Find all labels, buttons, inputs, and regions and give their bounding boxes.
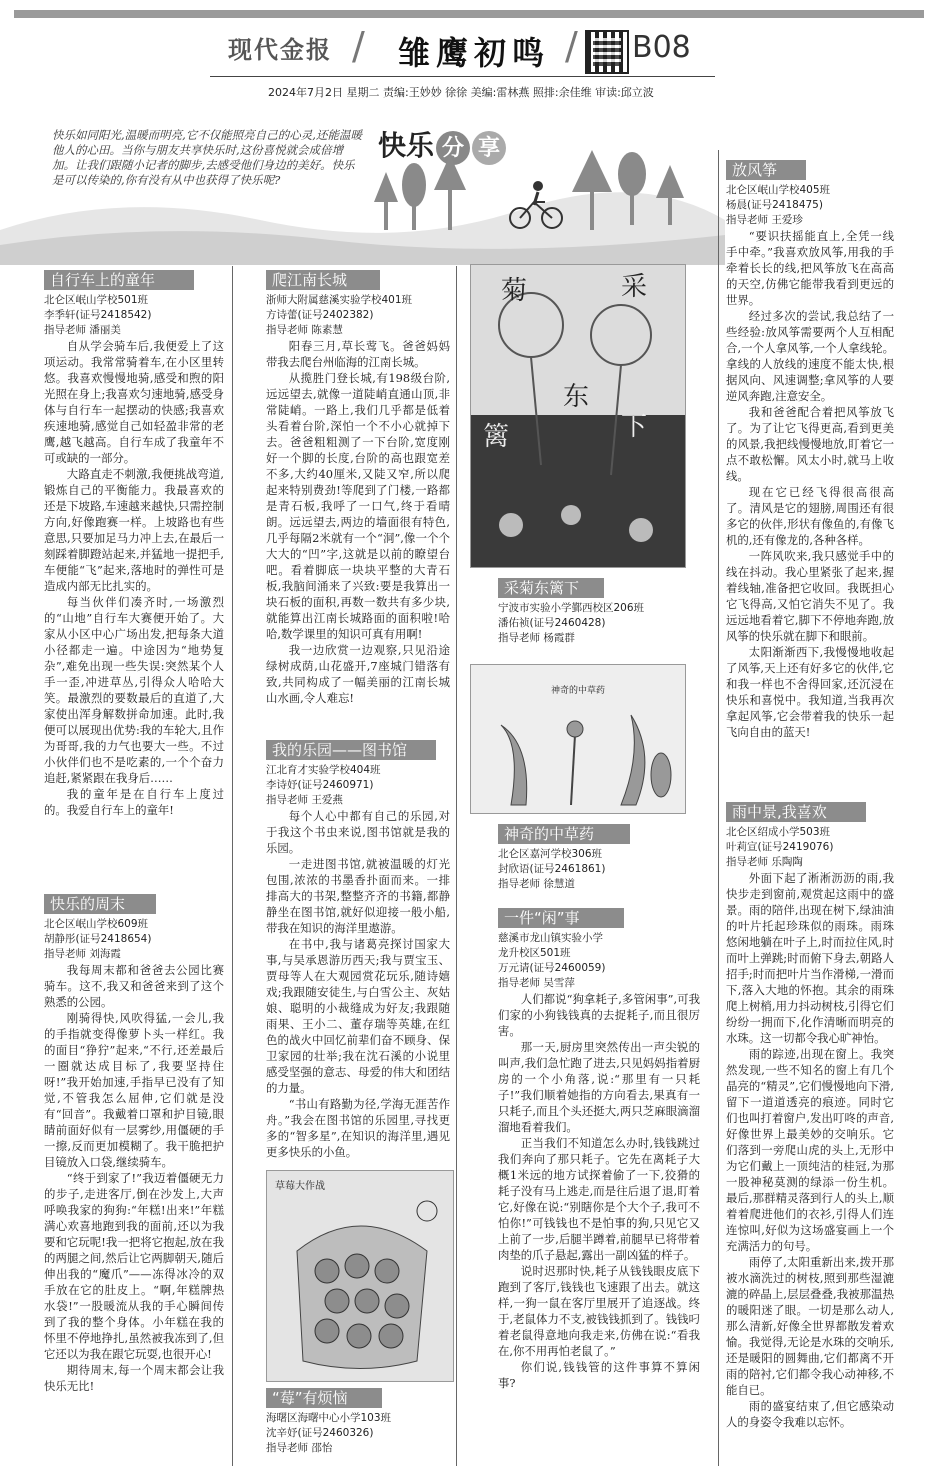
paragraph: 外面下起了淅淅沥沥的雨,我快步走到窗前,观赏起这雨中的盛景。雨的陪伴,出现在树下,绿油油的叶片托起珍珠似的雨珠。雨珠悠闲地躺在叶子上,时而拉住风,时而叶上弹跳;时而俯下身去,朝路人招手;时而把叶片当作滑梯,一滑而下,落入大地的怀抱。其余的雨珠爬上树梢,用力抖动树枝,引得它们纷纷一拥而下,化作清晰而明亮的水珠。这一切都令我心旷神怡。 — [726, 871, 894, 1045]
divider-slash: / — [352, 24, 365, 68]
caption-herbs — [498, 824, 708, 892]
author: 李季轩(证号2418542) — [44, 309, 152, 321]
school: 宁波市实验小学鄞西校区206班 — [498, 602, 645, 614]
qr-code-icon — [585, 30, 629, 74]
article-title: 自行车上的童年 — [44, 270, 194, 290]
article-title: 一件“闲”事 — [498, 908, 624, 928]
chrysanthemum-char: 采 — [621, 272, 648, 302]
paragraph: 你们说,钱钱管的这件事算不算闲事? — [498, 1360, 700, 1390]
paragraph: 现在它已经飞得很高很高了。清风是它的翅膀,周围还有很多它的伙伴,形状有像鱼的,有像飞机的,还有像龙的,各种各样。 — [726, 485, 894, 547]
author: 叶莉宣(证号2419076) — [726, 841, 834, 853]
teacher: 指导老师 乐陶陶 — [726, 856, 803, 868]
chrysanthemum-char: 下 — [621, 412, 648, 442]
strawberry-drawing — [266, 1170, 454, 1382]
teacher: 指导老师 吴雪萍 — [498, 977, 575, 989]
teacher: 指导老师 王爱珍 — [726, 214, 803, 226]
school: 北仑区岷山学校609班 — [44, 918, 149, 930]
school: 海曙区海曙中心小学103班 — [266, 1412, 392, 1424]
herbs-drawing — [470, 664, 686, 814]
paragraph: “要识扶摇能直上,全凭一线手中牵。”我喜欢放风筝,用我的手牵着长长的线,把风筝放飞在高高的天空,仿佛它能带我看到更远的世界。 — [726, 229, 894, 307]
paragraph: 雨的踪迹,出现在窗上。我突然发现,一些不知名的窗上有几个晶亮的“精灵”,它们慢慢地向下滑,留下一道道透亮的痕迹。同时它们也叫打着窗户,发出叮咚的声音,好像世界上最美妙的交响乐。它们落到一旁爬山虎的头上,无形中为它们戴上一顶纯洁的桂冠,为那一股神秘莫测的绿添一份生机。最后,那群精灵落到行人的头上,顺着着爬进他们的衣衫,引得人们连连惊叫,好似为这场盛宴画上一个充满活力的句号。 — [726, 1047, 894, 1253]
paragraph: 自从学会骑车后,我便爱上了这项运动。我常常骑着车,在小区里转悠。我喜欢慢慢地骑,感受和煦的阳光照在身上;我喜欢匀速地骑,感受身体与自行车一起摆动的快感;我喜欢疾速地骑,感觉自己如轻盈非常的老鹰,越飞越高。自行车成了我童年不可或缺的一部分。 — [44, 339, 224, 465]
author: 沈辛妤(证号2460326) — [266, 1427, 374, 1439]
article-title: 快乐的周末 — [44, 894, 156, 914]
paper-logo: 现代金报 — [228, 36, 332, 64]
header-rule — [210, 76, 715, 77]
paragraph: 说时迟那时快,耗子从钱钱眼皮底下跑到了客厅,钱钱也飞速跟了出去。就这样,一狗一鼠在客厅里展开了追逐战。终于,老鼠体力不支,被钱钱抓到了。钱钱叼着老鼠得意地向我走来,仿佛在说:“看我在,你不用再怕老鼠了。” — [498, 1264, 700, 1358]
article-title: 采菊东篱下 — [498, 578, 604, 598]
paragraph: 我一边欣赏一边观察,只见沿途绿树成荫,山花盛开,7座城门错落有致,共同构成了一幅美丽的江南长城山水画,令人难忘! — [266, 643, 450, 705]
paragraph: “终于到家了!”我迈着僵硬无力的步子,走进客厅,倒在沙发上,大声呼唤我家的狗狗:“年糕!出来!”年糕满心欢喜地跑到我的面前,还以为我要和它玩呢!我一把将它抱起,放在我的两腿之间,然后让它两脚朝天,随后伸出我的“魔爪”——冻得冰冷的双手放在它的肚皮上。“啊,年糕牌热水袋!”一股暖流从我的手心瞬间传到了我的整个身体。小年糕在我的怀里不停地挣扎,虽然被我冻到了,但它还以为我在跟它玩耍,也很开心! — [44, 1171, 224, 1361]
article-title: 雨中景,我喜欢 — [726, 802, 866, 822]
paragraph: 太阳渐渐西下,我慢慢地收起了风筝,天上还有好多它的伙伴,它和我一样也不舍得回家,还沉浸在快乐和喜悦中。我知道,当我再次拿起风筝,它会带着我的快乐一起飞向自由的蓝天! — [726, 645, 894, 739]
chrysanthemum-char: 菊 — [501, 276, 528, 306]
paragraph: 期待周末,每一个周末都会让我快乐无比! — [44, 1363, 224, 1393]
banner-title-c: 享 — [472, 131, 506, 165]
paragraph: 从揽胜门登长城,有198级台阶,远远望去,就像一道陡峭直通山顶,非常陡峭。一路上,我们几乎都是低着头看着台阶,深怕一个不小心就掉下去。爸爸粗粗测了一下台阶,宽度刚好一个脚的长度,台阶的高也跟宽差不多,大约40厘米,又陡又窄,所以爬起来特别费劲!等爬到了门楼,一路都是青石板,我呼了一口气,终于看晴朗。远远望去,两边的墙面很有特色,几乎每隔2米就有一个“洞”,像一个个大大的“凹”字,这就是以前的瞭望台吧。看着脚底一块块平整的大青石板,我脑间涌来了兴致:要是我算出一块石板的面积,再数一数共有多少块,就能算出江南长城路面的面积啦!哈哈,数学课里的知识可真有用啊! — [266, 371, 450, 641]
article-rain — [726, 802, 894, 1430]
article-strawberry — [266, 1388, 450, 1456]
school: 北仑区岷山学校501班 — [44, 294, 149, 306]
article-library — [266, 740, 450, 1160]
paragraph: 大路直走不刺激,我便挑战弯道,锻炼自己的平衡能力。我最喜欢的还是下坡路,车速越来越快,只需控制方向,好像跑赛一样。上坡路也有些意思,只要加足马力冲上去,在最后一刻踩着脚蹬站起来,并猛地一提把手,车便能“飞”起来,落地时的弹性可是造成内部无比扎实的。 — [44, 467, 224, 593]
article-kite — [726, 160, 894, 740]
article-title: 放风筝 — [726, 160, 806, 180]
paragraph: 经过多次的尝试,我总结了一些经验:放风筝需要两个人互相配合,一个人拿风筝,一个人拿线轮。拿线的人放线的速度不能太快,根据风向、风速调整;拿风筝的人要逆风奔跑,注意安全。 — [726, 309, 894, 403]
chrysanthemum-char: 篱 — [483, 422, 510, 452]
paragraph: 我和爸爸配合着把风筝放飞了。为了让它飞得更高,看到更美的风景,我把线慢慢地放,盯着它一点不敢松懈。风太小时,就马上收线。 — [726, 405, 894, 483]
caption-chrysanthemum — [498, 578, 708, 646]
banner-scene-illustration — [0, 150, 725, 265]
section-title: 雏鹰初鸣 — [398, 34, 551, 72]
author: 封欣语(证号2461861) — [498, 863, 606, 875]
paragraph: 正当我们不知道怎么办时,钱钱跳过我们奔向了那只耗子。它先在离耗子大概1米远的地方试探着偷了一下,狡猾的耗子没有马上逃走,而是往后退了退,盯着它,好像在说:“别瞎你是个大个子,我可不怕你!”可钱钱也不是怕事的狗,只见它又上前了一步,后腿半蹲着,前腿早已将带着肉垫的爪子悬起,露出一副凶猛的样子。 — [498, 1136, 700, 1262]
teacher: 指导老师 邵怡 — [266, 1442, 333, 1454]
author: 杨晨(证号2418475) — [726, 199, 823, 211]
article-title: 我的乐园——图书馆 — [266, 740, 436, 760]
dateline: 2024年7月2日 星期二 责编:王妙妙 徐徐 美编:雷林燕 照排:余佳维 审读:邱立波 — [268, 86, 654, 99]
article-title: “莓”有烦恼 — [266, 1388, 382, 1408]
school: 北仑区嘉河学校306班 — [498, 848, 603, 860]
article-great-wall — [266, 270, 450, 706]
article-bicycle-childhood — [44, 270, 224, 818]
teacher: 指导老师 潘丽美 — [44, 324, 121, 336]
paragraph: 雨的盛宴结束了,但它感染动人的身姿令我难以忘怀。 — [726, 1399, 894, 1429]
school-branch: 龙升校区501班 — [498, 947, 571, 959]
author: 方诗蕾(证号2402382) — [266, 309, 374, 321]
intro-text: 快乐如同阳光,温暖而明亮,它不仅能照亮自己的心灵,还能温暖他人的心田。当你与朋友共享快乐时,这份喜悦就会成倍增加。让我们跟随小记者的脚步,去感受他们身边的美好。快乐是可以传染的,你有没有从中也获得了快乐呢? — [52, 128, 362, 187]
author: 万元请(证号2460059) — [498, 962, 606, 974]
divider-slash: / — [565, 24, 578, 68]
article-happy-weekend — [44, 894, 224, 1394]
top-rule — [14, 10, 924, 18]
paragraph: 刚骑得快,风吹得猛,一会儿,我的手指就变得像萝卜头一样红。我的面目“狰狞”起来,“不行,还差最后一圈就达成目标了,我要坚持住呀!”我开始加速,手指早已没有了知觉,不管我怎么屈伸,它们就是没有“回音”。我戴着口罩和护目镜,眼睛前面好似有一层雾纱,用僵硬的手一擦,反而更加模糊了。我干脆把护目镜放入口袋,继续骑车。 — [44, 1011, 224, 1169]
author: 潘佑祯(证号2460428) — [498, 617, 606, 629]
teacher: 指导老师 陈素慧 — [266, 324, 343, 336]
paragraph: 一走进图书馆,就被温暖的灯光包围,浓浓的书墨香扑面而来。一排排高大的书架,整整齐齐的书籍,都静静坐在图书馆,就好似迎接一般小船,带我在知识的海洋里遨游。 — [266, 857, 450, 935]
article-idle-matter — [498, 908, 700, 1391]
paragraph: 每个人心中都有自己的乐园,对于我这个书虫来说,图书馆就是我的乐园。 — [266, 809, 450, 855]
drawing-caption: 神奇的中草药 — [551, 686, 606, 696]
page-number: B08 — [632, 30, 691, 65]
paragraph: 我每周末都和爸爸去公园比赛骑车。这不,我又和爸爸来到了这个熟悉的公园。 — [44, 963, 224, 1009]
paragraph: 雨停了,太阳重新出来,拨开那被水滴洗过的树枝,照到那些湿漉漉的碎晶上,层层叠叠,我被那温热的暖阳迷了眼。一切是那么动人,那么清新,好像全世界都散发着欢愉。我觉得,无论是水珠的交响乐,还是暖阳的圆舞曲,它们都离不开雨的陪衬,它们都令我心动神移,不能自已。 — [726, 1255, 894, 1397]
school: 江北育才实验学校404班 — [266, 764, 381, 776]
chrysanthemum-drawing — [470, 264, 686, 568]
drawing-caption: 草莓大作战 — [275, 1181, 325, 1192]
paragraph: 在书中,我与诸葛亮探讨国家大事,与吴承恩游历西天;我与贾宝玉、贾母等人在大观园赏花玩乐,随诗嬉戏;我跟随安徒生,与白雪公主、灰姑娘、聪明的小裁缝成为好友;我跟随雨果、王小二、董存瑞等英雄,在红色的战火中回忆前辈们奋不顾身、保卫家园的壮举;我在沈石溪的小说里感受坚强的意志、母爱的伟大和团结的力量。 — [266, 937, 450, 1095]
paragraph: 一阵风吹来,我只感觉手中的线在抖动。我心里紧张了起来,握着线轴,准备把它收回。我既担心它飞得高,又怕它消失不见了。我远远地看着它,脚下不停地奔跑,放风筝的快乐就在脚下和眼前。 — [726, 549, 894, 643]
school: 北仑区岷山学校405班 — [726, 184, 831, 196]
teacher: 指导老师 刘海霞 — [44, 948, 121, 960]
chrysanthemum-char: 东 — [563, 382, 590, 412]
school: 慈溪市龙山镇实验小学 — [498, 932, 603, 944]
paragraph: 人们都说“狗拿耗子,多管闲事”,可我们家的小狗钱钱真的去捉耗子,而且很厉害。 — [498, 992, 700, 1038]
article-title: 爬江南长城 — [266, 270, 380, 290]
author: 胡静彤(证号2418654) — [44, 933, 152, 945]
teacher: 指导老师 王爱燕 — [266, 794, 343, 806]
paragraph: 那一天,厨房里突然传出一声尖锐的叫声,我们急忙跑了进去,只见妈妈指着厨房的一个小角落,说:“那里有一只耗子!”我们顺着她指的方向看去,果真有一只耗子,而且个头还挺大,两只芝麻眼滴溜溜地看着我们。 — [498, 1040, 700, 1134]
teacher: 指导老师 徐慧道 — [498, 878, 575, 890]
paragraph: 阳春三月,草长莺飞。爸爸妈妈带我去爬台州临海的江南长城。 — [266, 339, 450, 369]
teacher: 指导老师 杨霞群 — [498, 632, 575, 644]
author: 李诗妤(证号2460971) — [266, 779, 374, 791]
paragraph: 我的童年是在自行车上度过的。我爱自行车上的童年! — [44, 787, 224, 817]
paragraph: 每当伙伴们凑齐时,一场激烈的“山地”自行车大赛便开始了。大家从小区中心广场出发,把每条大道小径都走一遍。中途因为“地势复杂”,难免出现一些失误:突然某个人手一歪,冲进草丛,引得众人哈哈大笑。最激烈的要数最后的直道了,大家使出浑身解数拼命加速。此时,我便可以展现出优势:我的车轮大,且作为哥哥,我的力气也要大一些。不过小伙伴们也不是吃素的,一个个奋力追赶,紧紧跟在我身后…… — [44, 595, 224, 785]
school: 浙师大附属慈溪实验学校401班 — [266, 294, 413, 306]
paragraph: “书山有路勤为径,学海无涯苦作舟。”我会在图书馆的乐园里,寻找更多的“智多星”,在知识的海洋里,遇见更多快乐的小鱼。 — [266, 1097, 450, 1159]
article-title: 神奇的中草药 — [498, 824, 630, 844]
banner-title-a: 快乐 — [378, 129, 435, 162]
school: 北仑区绍成小学503班 — [726, 826, 831, 838]
banner-title-b: 分 — [436, 131, 470, 165]
